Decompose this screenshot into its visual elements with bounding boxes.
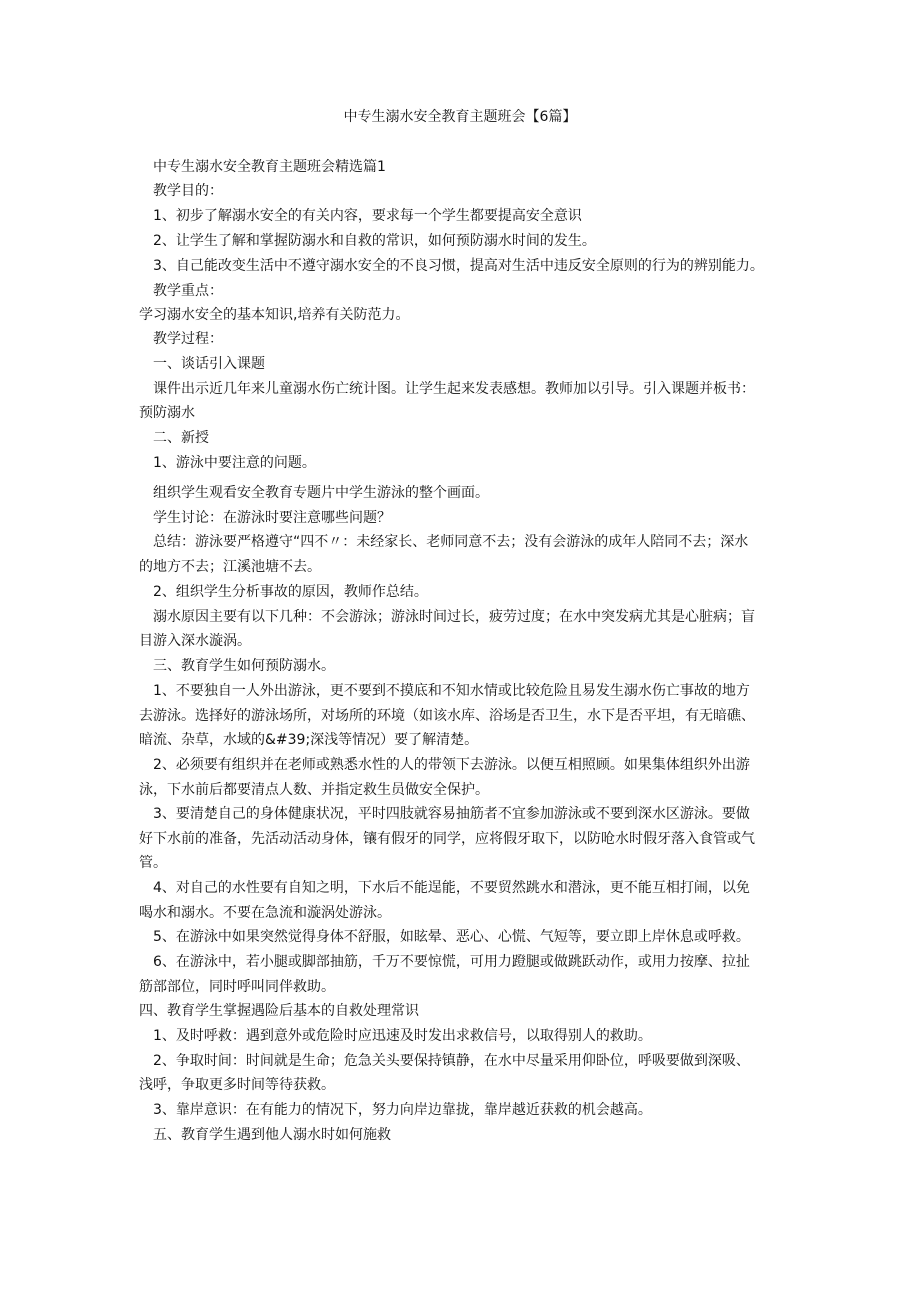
- paragraph-line: 的地方不去；江溪池塘不去。: [139, 559, 321, 575]
- paragraph-line: 五、教育学生遇到他人溺水时如何施救: [153, 1127, 391, 1143]
- paragraph-line: 目游入深水漩涡。: [139, 633, 251, 649]
- paragraph-line: 2、组织学生分析事故的原因，教师作总结。: [153, 584, 428, 600]
- paragraph-line: 3、要清楚自己的身体健康状况，平时四肢就容易抽筋者不宜参加游泳或不要到深水区游泳。要做: [153, 806, 750, 822]
- paragraph-line: 教学过程：: [153, 331, 223, 347]
- paragraph-line: 二、新授: [153, 430, 209, 446]
- paragraph-line: 溺水原因主要有以下几种：不会游泳；游泳时间过长，疲劳过度；在水中突发病尤其是心脏病；盲: [153, 609, 755, 625]
- paragraph-line: 6、在游泳中，若小腿或脚部抽筋，千万不要惊慌，可用力蹬腿或做跳跃动作，或用力按摩、拉扯: [153, 954, 750, 970]
- paragraph-line: 1、初步了解溺水安全的有关内容，要求每一个学生都要提高安全意识: [153, 208, 582, 224]
- paragraph-line: 总结：游泳要严格遵守“四不〃：未经家长、老师同意不去；没有会游泳的成年人陪同不去；深水: [153, 534, 749, 550]
- document-title: 中专生溺水安全教育主题班会【6篇】: [343, 109, 577, 125]
- paragraph-line: 1、及时呼救：遇到意外或危险时应迅速及时发出求救信号，以取得别人的救助。: [153, 1028, 652, 1044]
- paragraph-line: 三、教育学生如何预防溺水。: [153, 658, 335, 674]
- paragraph-line: 1、游泳中要注意的问题。: [153, 455, 316, 471]
- paragraph-line: 组织学生观看安全教育专题片中学生游泳的整个画面。: [153, 485, 489, 501]
- paragraph-line: 暗流、杂草，水域的&#39;深浅等情况）要了解清楚。: [139, 732, 479, 748]
- paragraph-line: 一、谈话引入课题: [153, 356, 265, 372]
- paragraph-line: 2、争取时间：时间就是生命；危急关头要保持镇静，在水中尽量采用仰卧位，呼吸要做到深吸、: [153, 1053, 750, 1069]
- paragraph-line: 管。: [139, 855, 167, 871]
- paragraph-line: 去游泳。选择好的游泳场所，对场所的环境（如该水库、浴场是否卫生，水下是否平坦，有无暗礁、: [139, 708, 755, 724]
- section-heading: 中专生溺水安全教育主题班会精选篇1: [153, 159, 386, 175]
- paragraph-line: 浅呼，争取更多时间等待获救。: [139, 1077, 335, 1093]
- paragraph-line: 预防溺水: [139, 405, 195, 421]
- paragraph-line: 1、不要独自一人外出游泳，更不要到不摸底和不知水情或比较危险且易发生溺水伤亡事故的地方: [153, 683, 750, 699]
- paragraph-line: 课件出示近几年来儿童溺水伤亡统计图。让学生起来发表感想。教师加以引导。引入课题并板书：: [153, 381, 755, 397]
- paragraph-line: 2、必须要有组织并在老师或熟悉水性的人的带领下去游泳。以便互相照顾。如果集体组织外出游: [153, 757, 750, 773]
- paragraph-line: 喝水和溺水。不要在急流和漩涡处游泳。: [139, 905, 391, 921]
- paragraph-line: 好下水前的准备，先活动活动身体，镶有假牙的同学，应将假牙取下，以防呛水时假牙落入食管或气: [139, 831, 755, 847]
- paragraph-line: 教学重点：: [153, 283, 223, 299]
- paragraph-line: 5、在游泳中如果突然觉得身体不舒服，如眩晕、恶心、心慌、气短等，要立即上岸休息或呼救。: [153, 929, 750, 945]
- paragraph-line: 学生讨论：在游泳时要注意哪些问题？: [153, 510, 391, 526]
- paragraph-line: 筋部部位，同时呼叫同伴救助。: [139, 979, 335, 995]
- paragraph-line: 3、靠岸意识：在有能力的情况下，努力向岸边靠拢，靠岸越近获救的机会越高。: [153, 1102, 652, 1118]
- paragraph-line: 4、对自己的水性要有自知之明，下水后不能逞能，不要贸然跳水和潜泳，更不能互相打闹，以免: [153, 880, 750, 896]
- paragraph-line: 3、自己能改变生活中不遵守溺水安全的不良习惯，提高对生活中违反安全原则的行为的辨别能力。: [153, 258, 764, 274]
- paragraph-line: 教学目的：: [153, 183, 223, 199]
- paragraph-line: 学习溺水安全的基本知识,培养有关防范力。: [139, 307, 410, 323]
- paragraph-line: 2、让学生了解和掌握防溺水和自救的常识，如何预防溺水时间的发生。: [153, 233, 596, 249]
- paragraph-line: 四、教育学生掌握遇险后基本的自救处理常识: [139, 1003, 419, 1019]
- paragraph-line: 泳，下水前后都要清点人数、并指定救生员做安全保护。: [139, 782, 489, 798]
